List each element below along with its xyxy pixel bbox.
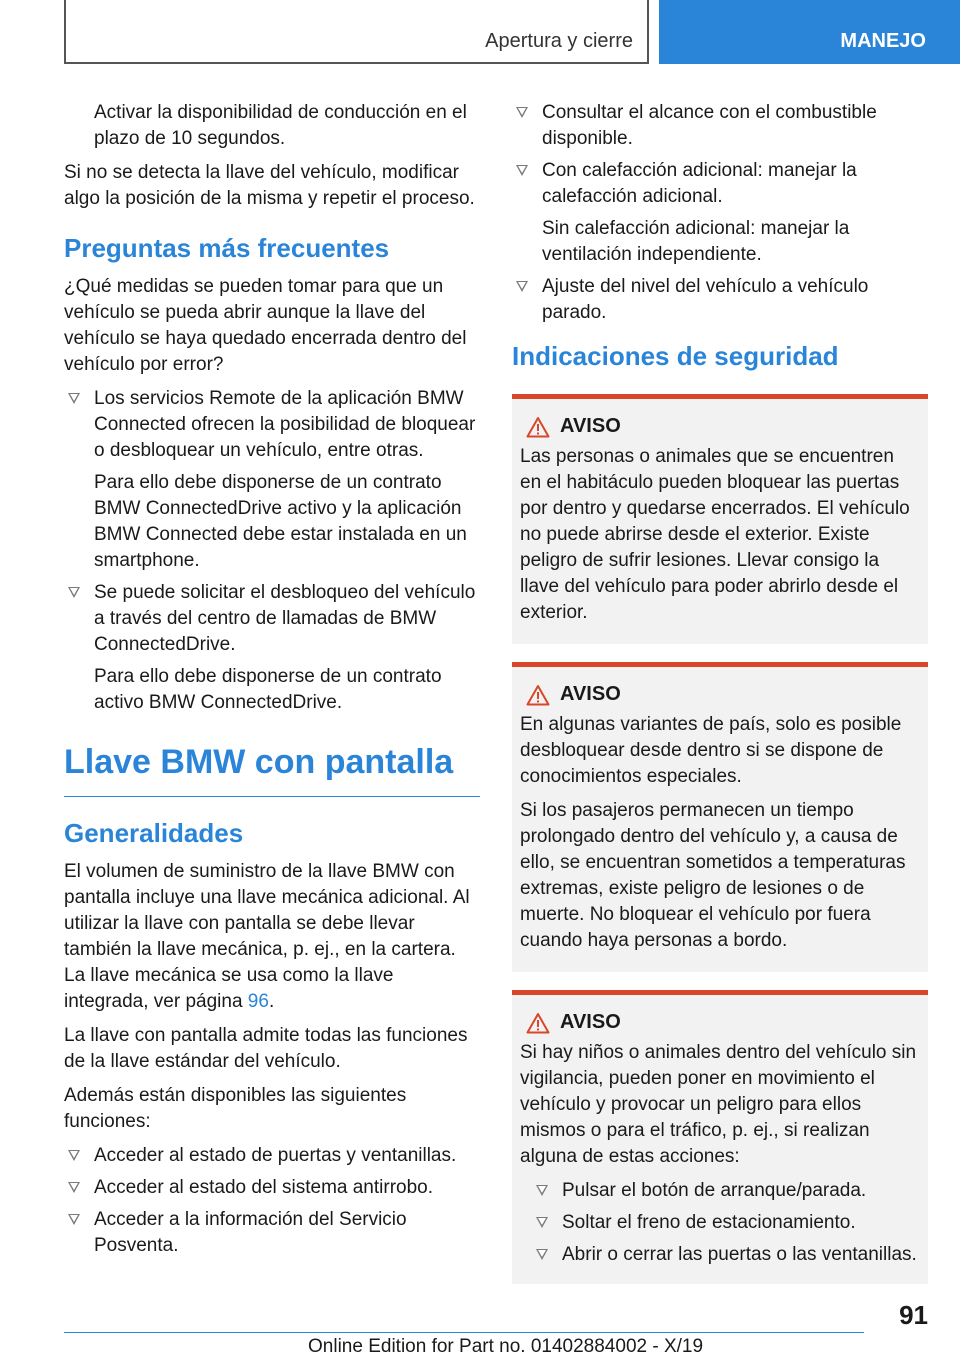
paragraph: Activar la disponibilidad de conducción en el plazo de 10 segundos. [94,102,467,149]
list-item-text: Consultar el alcance con el combustible disponible. [542,102,877,149]
triangle-bullet-icon [516,281,528,292]
right-column [512,100,928,1302]
edition-note: Online Edition for Part no. 01402884002 - X/19 [308,1336,704,1357]
heading-faq: Preguntas más frecuentes [64,233,390,263]
list-item-text: Los servicios Remote de la aplicación BMW Connected ofrecen la posibilidad de bloquear o desbloquear un vehículo, entre otras. [94,388,476,461]
heading-llave-bmw: Llave BMW con pantalla [64,742,480,797]
page-reference-link[interactable]: 96 [247,991,269,1012]
list-item-text: Abrir o cerrar las puertas o las ventanillas. [562,1244,917,1265]
list-item-text: Se puede solicitar el desbloqueo del vehículo a través del centro de llamadas de BMW ConnectedDrive. [94,582,476,655]
list-item [64,386,480,574]
warning-header [520,1011,920,1034]
list-item-subtext: Para ello debe disponerse de un contrato BMW ConnectedDrive activo y la aplicación BMW Connected debe estar instalada en un smartphone. [94,472,467,571]
triangle-bullet-icon [516,165,528,176]
warning-text: Si hay niños o animales dentro del vehículo sin vigilancia, pueden poner en movimiento el vehículo y provocar un peligro para ellos mismos o para el tráfico, p. ej., si realizan alguna de estas acciones: [520,1042,917,1167]
warning-label: AVISO [560,683,621,705]
warning-label: AVISO [560,1011,621,1033]
warning-header [520,683,920,706]
triangle-bullet-icon [536,1185,548,1196]
faq-question: ¿Qué medidas se pueden tomar para que un vehículo se pueda abrir aunque la llave del vehículo se haya quedado encerrada dentro del vehículo por error? [64,276,467,375]
footer-divider [64,1332,864,1333]
heading-seguridad: Indicaciones de seguridad [512,341,839,371]
warning-header [520,415,920,438]
functions-list [64,1143,480,1259]
triangle-bullet-icon [68,1150,80,1161]
list-item [512,274,928,326]
list-item [532,1242,920,1268]
header-chapter-tab [659,0,960,64]
paragraph-text: El volumen de suministro de la llave BMW con pantalla incluye una llave mecánica adicional. Al utilizar la llave con pantalla se debe llevar también la llave mecánica, p. ej., en la cartera. La llave mecánica se usa como la llave integrada, ver página [64,861,470,1012]
warning-text: En algunas variantes de país, solo es posible desbloquear desde dentro si se dispone de conocimientos especiales. [520,714,902,787]
list-item [64,1175,480,1201]
left-column [64,100,480,1265]
functions-list-continued [512,100,928,326]
list-item-text: Soltar el freno de estacionamiento. [562,1212,856,1233]
faq-list [64,386,480,716]
header-section-tab [64,0,649,64]
page-number: 91 [899,1300,928,1330]
header-section-title: Apertura y cierre [485,30,633,52]
list-item-text: Con calefacción adicional: manejar la calefacción adicional. [542,160,857,207]
list-item-text: Acceder al estado del sistema antirrobo. [94,1177,434,1198]
triangle-bullet-icon [68,587,80,598]
list-item [532,1210,920,1236]
paragraph: Si no se detecta la llave del vehículo, modificar algo la posición de la misma y repetir el proceso. [64,162,475,209]
list-item [64,1207,480,1259]
heading-generalidades: Generalidades [64,818,244,848]
triangle-bullet-icon [536,1217,548,1228]
warning-box [512,662,928,972]
triangle-bullet-icon [68,393,80,404]
paragraph-end: . [268,991,275,1012]
warning-text: Las personas o animales que se encuentren en el habitáculo pueden bloquear las puertas por dentro y quedarse encerrados. El vehículo no puede abrirse desde el exterior. Existe peligro de sufrir lesiones. Llevar consigo la llave del vehículo para poder abrirlo desde el exterior. [520,446,910,623]
paragraph [64,859,480,1015]
header-chapter-title: MANEJO [840,30,926,52]
list-item-text: Pulsar el botón de arranque/parada. [562,1180,867,1201]
triangle-bullet-icon [68,1214,80,1225]
warning-label: AVISO [560,415,621,437]
paragraph: Además están disponibles las siguientes funciones: [64,1085,407,1132]
warning-box [512,990,928,1284]
warning-triangle-icon [526,1012,550,1034]
list-item-subtext: Para ello debe disponerse de un contrato activo BMW ConnectedDrive. [94,666,442,713]
paragraph: La llave con pantalla admite todas las funciones de la llave estándar del vehículo. [64,1025,468,1072]
list-item [512,100,928,152]
triangle-bullet-icon [516,107,528,118]
list-item [64,580,480,716]
warning-box [512,394,928,644]
list-item [64,1143,480,1169]
warning-actions-list [532,1178,920,1268]
list-item-text: Ajuste del nivel del vehículo a vehículo parado. [542,276,869,323]
list-item [532,1178,920,1204]
triangle-bullet-icon [536,1249,548,1260]
warning-triangle-icon [526,416,550,438]
list-item-text: Acceder al estado de puertas y ventanillas. [94,1145,457,1166]
warning-text: Si los pasajeros permanecen un tiempo prolongado dentro del vehículo y, a causa de ello, se encuentran sometidos a temperaturas extremas, existe peligro de lesiones o de muerte. No bloquear el vehículo por fuera cuando haya personas a bordo. [520,800,906,951]
warning-triangle-icon [526,684,550,706]
list-item-text: Acceder a la información del Servicio Posventa. [94,1209,407,1256]
list-item-subtext: Sin calefacción adicional: manejar la ventilación independiente. [542,218,850,265]
list-item [512,158,928,268]
triangle-bullet-icon [68,1182,80,1193]
